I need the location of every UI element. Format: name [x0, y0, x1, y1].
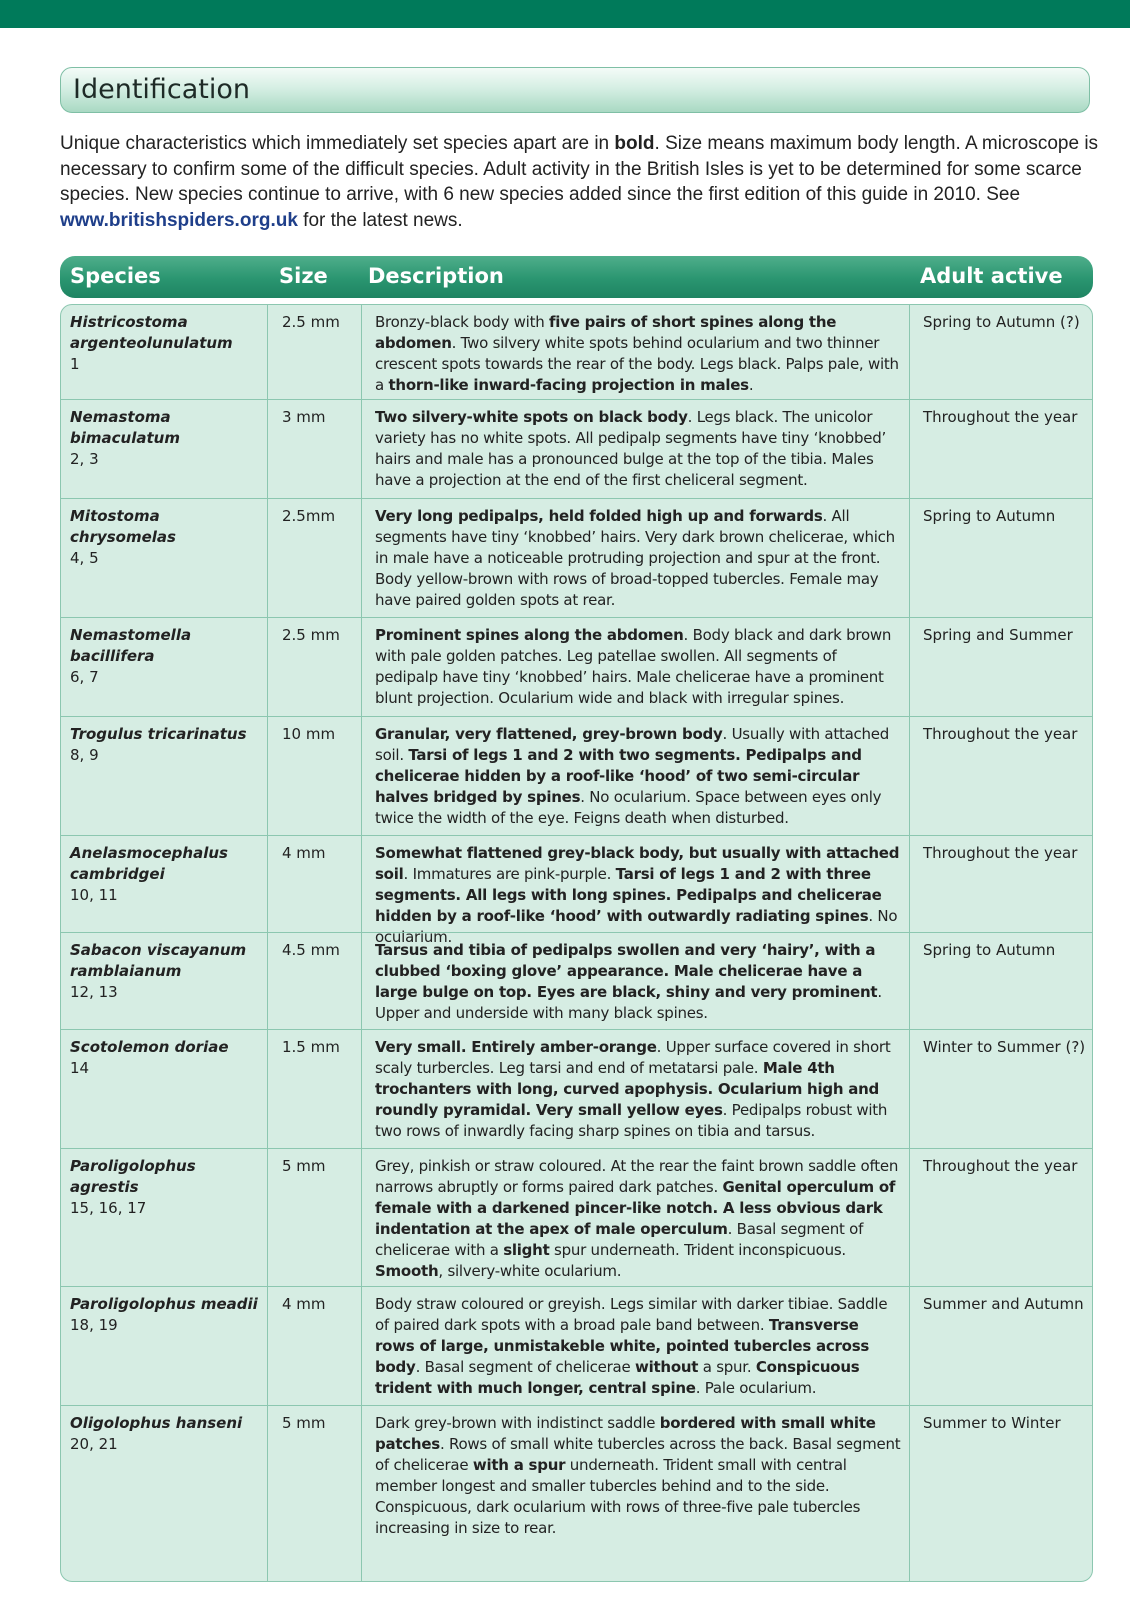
table-row [61, 399, 1093, 498]
species-name: Mitostoma chrysomelas [70, 507, 176, 546]
table-row [61, 1405, 1093, 1582]
table-header [60, 256, 1093, 298]
description-cell [361, 1287, 909, 1405]
adult-active-cell: Throughout the year [909, 400, 1093, 498]
section-title: Identification [73, 74, 251, 105]
description-text: . Usually with attached soil. [375, 725, 890, 764]
species-cell [61, 717, 267, 835]
top-color-bar [0, 0, 1130, 28]
species-cell [61, 305, 267, 399]
table-row [61, 498, 1093, 617]
figure-numbers: 6, 7 [70, 668, 99, 686]
key-characteristic: Tarsus and tibia of pedipalps swollen and very ‘hairy’, with a clubbed ‘boxing glove’ appearance. Male chelicerae have a large bulge on top. Eyes are black, shiny and very prominent [375, 941, 878, 1001]
section-header [60, 67, 1090, 113]
key-characteristic: slight [503, 1241, 550, 1259]
intro-text: for the latest news. [297, 209, 463, 231]
species-cell [61, 933, 267, 1029]
description-text: Grey, pinkish or straw coloured. At the rear the faint brown saddle often narrows abruptly or forms paired dark patches. [375, 1157, 899, 1196]
description-text: . Body black and dark brown with pale golden patches. Leg patellae swollen. All segments of pedipalp have tiny ‘knobbed’ hairs. Male chelicerae have a prominent blunt projection. Ocularium wide and black with irregular spines. [375, 626, 892, 707]
table-row [61, 835, 1093, 946]
size-cell: 2.5 mm [267, 305, 361, 399]
description-cell [361, 933, 909, 1029]
species-cell [61, 1287, 267, 1405]
key-characteristic: Somewhat flattened grey-black body, but usually with attached soil [375, 844, 900, 883]
key-characteristic: Granular, very flattened, grey-brown body [375, 725, 723, 743]
key-characteristic: Two silvery-white spots on black body [375, 408, 688, 426]
species-name: Nemastomella bacillifera [70, 626, 192, 665]
table-row [61, 932, 1093, 1029]
species-cell [61, 1406, 267, 1582]
key-characteristic: Smooth [375, 1262, 439, 1280]
size-cell: 5 mm [267, 1406, 361, 1582]
figure-numbers: 20, 21 [70, 1435, 118, 1453]
species-name: Sabacon viscayanum ramblaianum [70, 941, 247, 980]
key-characteristic: Conspicuous trident with much longer, central spine [375, 1358, 860, 1397]
adult-active-cell: Spring to Autumn [909, 499, 1093, 617]
species-table [60, 304, 1093, 1582]
key-characteristic: bordered with small white patches [375, 1414, 876, 1453]
figure-numbers: 4, 5 [70, 549, 99, 567]
header-adult-active: Adult active [920, 264, 1063, 288]
figure-numbers: 12, 13 [70, 983, 118, 1001]
description-text: . Two silvery white spots behind ocularium and two thinner crescent spots towards the rear of the body. Legs black. Palps pale, with a [375, 334, 899, 394]
figure-numbers: 1 [70, 355, 80, 373]
species-name: Paroligolophus meadii [70, 1295, 258, 1313]
description-cell [361, 400, 909, 498]
key-characteristic: thorn-like inward-facing projection in males [388, 376, 749, 394]
species-cell [61, 1149, 267, 1286]
size-cell: 2.5 mm [267, 618, 361, 716]
adult-active-cell: Summer to Winter [909, 1406, 1093, 1582]
table-row [61, 1286, 1093, 1405]
species-name: Anelasmocephalus cambridgei [70, 844, 228, 883]
size-cell: 5 mm [267, 1149, 361, 1286]
key-characteristic: Prominent spines along the abdomen [375, 626, 684, 644]
description-text: , silvery-white ocularium. [438, 1262, 622, 1280]
header-description: Description [368, 264, 504, 288]
description-cell [361, 499, 909, 617]
size-cell: 4.5 mm [267, 933, 361, 1029]
table-row [61, 1148, 1093, 1286]
description-text: . Basal segment of chelicerae with a [375, 1220, 864, 1259]
adult-active-cell: Spring to Autumn [909, 933, 1093, 1029]
description-text: . [748, 376, 754, 394]
adult-active-cell: Summer and Autumn [909, 1287, 1093, 1405]
description-cell [361, 618, 909, 716]
species-cell [61, 836, 267, 932]
species-name: Nemastoma bimaculatum [70, 408, 180, 447]
key-characteristic: with a spur [472, 1456, 566, 1474]
figure-numbers: 8, 9 [70, 746, 99, 764]
header-size: Size [279, 264, 328, 288]
size-cell: 4 mm [267, 1287, 361, 1405]
size-cell: 4 mm [267, 836, 361, 932]
website-link[interactable]: www.britishspiders.org.uk [60, 209, 298, 231]
intro-text: . Size means maximum body length. A microscope is necessary to confirm some of the difficult species. Adult activity in the British Isles is yet to be determined for some scarce species. New species continue to arrive, with 6 new species added since the first edition of this guide in 2010. See [60, 133, 1099, 205]
key-characteristic: without [634, 1358, 699, 1376]
description-cell [361, 1406, 909, 1582]
adult-active-cell: Spring to Autumn (?) [909, 305, 1093, 399]
table-row [61, 716, 1093, 835]
adult-active-cell: Winter to Summer (?) [909, 1030, 1093, 1148]
key-characteristic: Male 4th trochanters with long, curved apophysis. Ocularium high and roundly pyramidal. Very small yellow eyes [375, 1059, 880, 1119]
description-text: underneath. Trident small with central member longest and smaller tubercles behind and to the side. Conspicuous, dark ocularium with rows of three-five pale tubercles increasing in size to rear. [375, 1456, 861, 1537]
figure-numbers: 2, 3 [70, 450, 99, 468]
description-text: . No ocularium. [375, 907, 898, 946]
key-characteristic: Transverse rows of large, unmistakeble white, pointed tubercles across body [375, 1316, 870, 1376]
key-characteristic: Very long pedipalps, held folded high up and forwards [375, 507, 823, 525]
species-name: Paroligolophus agrestis [70, 1157, 196, 1196]
description-text: a spur. [698, 1358, 756, 1376]
figure-numbers: 15, 16, 17 [70, 1199, 147, 1217]
description-text: . Rows of small white tubercles across the back. Basal segment of chelicerae [375, 1435, 901, 1474]
description-text: Body straw coloured or greyish. Legs similar with darker tibiae. Saddle of paired dark spots with a broad pale band between. [375, 1295, 888, 1334]
adult-active-cell: Spring and Summer [909, 618, 1093, 716]
description-cell [361, 305, 909, 399]
description-text: . Upper and underside with many black spines. [375, 983, 882, 1022]
species-cell [61, 499, 267, 617]
figure-numbers: 14 [70, 1059, 90, 1077]
intro-bold-text: bold [614, 133, 655, 154]
species-cell [61, 1030, 267, 1148]
description-cell [361, 717, 909, 835]
adult-active-cell: Throughout the year [909, 717, 1093, 835]
description-cell [361, 1030, 909, 1148]
key-characteristic: Very small. Entirely amber-orange [375, 1038, 657, 1056]
species-cell [61, 400, 267, 498]
description-text: . Legs black. The unicolor variety has no white spots. All pedipalp segments have tiny ‘knobbed’ hairs and male has a pronounced bulge at the top of the tibia. Males have a projection at the end of the first cheliceral segment. [375, 408, 887, 489]
figure-numbers: 10, 11 [70, 886, 118, 904]
description-text: . All segments have tiny ‘knobbed’ hairs. Very dark brown chelicerae, which in male have a noticeable protruding projection and spur at the front. Body yellow-brown with rows of broad-topped tubercles. Female may have paired golden spots at rear. [375, 507, 895, 609]
description-text: . Basal segment of chelicerae [415, 1358, 635, 1376]
species-name: Oligolophus hanseni [70, 1414, 243, 1432]
species-name: Scotolemon doriae [70, 1038, 229, 1056]
adult-active-cell: Throughout the year [909, 1149, 1093, 1286]
size-cell: 3 mm [267, 400, 361, 498]
key-characteristic: Genital operculum of female with a darkened pincer-like notch. A less obvious dark indentation at the apex of male operculum [375, 1178, 896, 1238]
description-text: Dark grey-brown with indistinct saddle [375, 1414, 660, 1432]
description-text: . Immatures are pink-purple. [403, 865, 616, 883]
table-row [61, 617, 1093, 716]
description-text: . No ocularium. Space between eyes only twice the width of the eye. Feigns death when disturbed. [375, 788, 882, 827]
key-characteristic: Tarsi of legs 1 and 2 with three segments. All legs with long spines. Pedipalps and chelicerae hidden by a roof-like ‘hood’ with outwardly radiating spines [375, 865, 882, 925]
size-cell: 10 mm [267, 717, 361, 835]
species-name: Histricostoma argenteolunulatum [70, 313, 233, 352]
description-text: . Pedipalps robust with two rows of inwardly facing sharp spines on tibia and tarsus. [375, 1101, 888, 1140]
species-name: Trogulus tricarinatus [70, 725, 247, 743]
figure-numbers: 18, 19 [70, 1316, 118, 1334]
size-cell: 1.5 mm [267, 1030, 361, 1148]
intro-text: Unique characteristics which immediately set species apart are in [60, 133, 615, 154]
header-species: Species [70, 264, 161, 288]
table-row [61, 305, 1093, 399]
species-cell [61, 618, 267, 716]
size-cell: 2.5mm [267, 499, 361, 617]
description-text: . Pale ocularium. [695, 1379, 817, 1397]
description-text: Bronzy-black body with [375, 313, 550, 331]
table-row [61, 1029, 1093, 1148]
description-text: spur underneath. Trident inconspicuous. [549, 1241, 846, 1259]
adult-active-cell: Throughout the year [909, 836, 1093, 932]
key-characteristic: Tarsi of legs 1 and 2 with two segments. Pedipalps and chelicerae hidden by a roof-like ‘hood’ of two semi-circular halves bridged by spines [375, 746, 862, 806]
description-cell [361, 836, 909, 946]
description-text: . Upper surface covered in short scaly turbercles. Leg tarsi and end of metatarsi pale. [375, 1038, 891, 1077]
intro-paragraph [60, 131, 1100, 233]
key-characteristic: five pairs of short spines along the abdomen [375, 313, 837, 352]
description-cell [361, 1149, 909, 1286]
